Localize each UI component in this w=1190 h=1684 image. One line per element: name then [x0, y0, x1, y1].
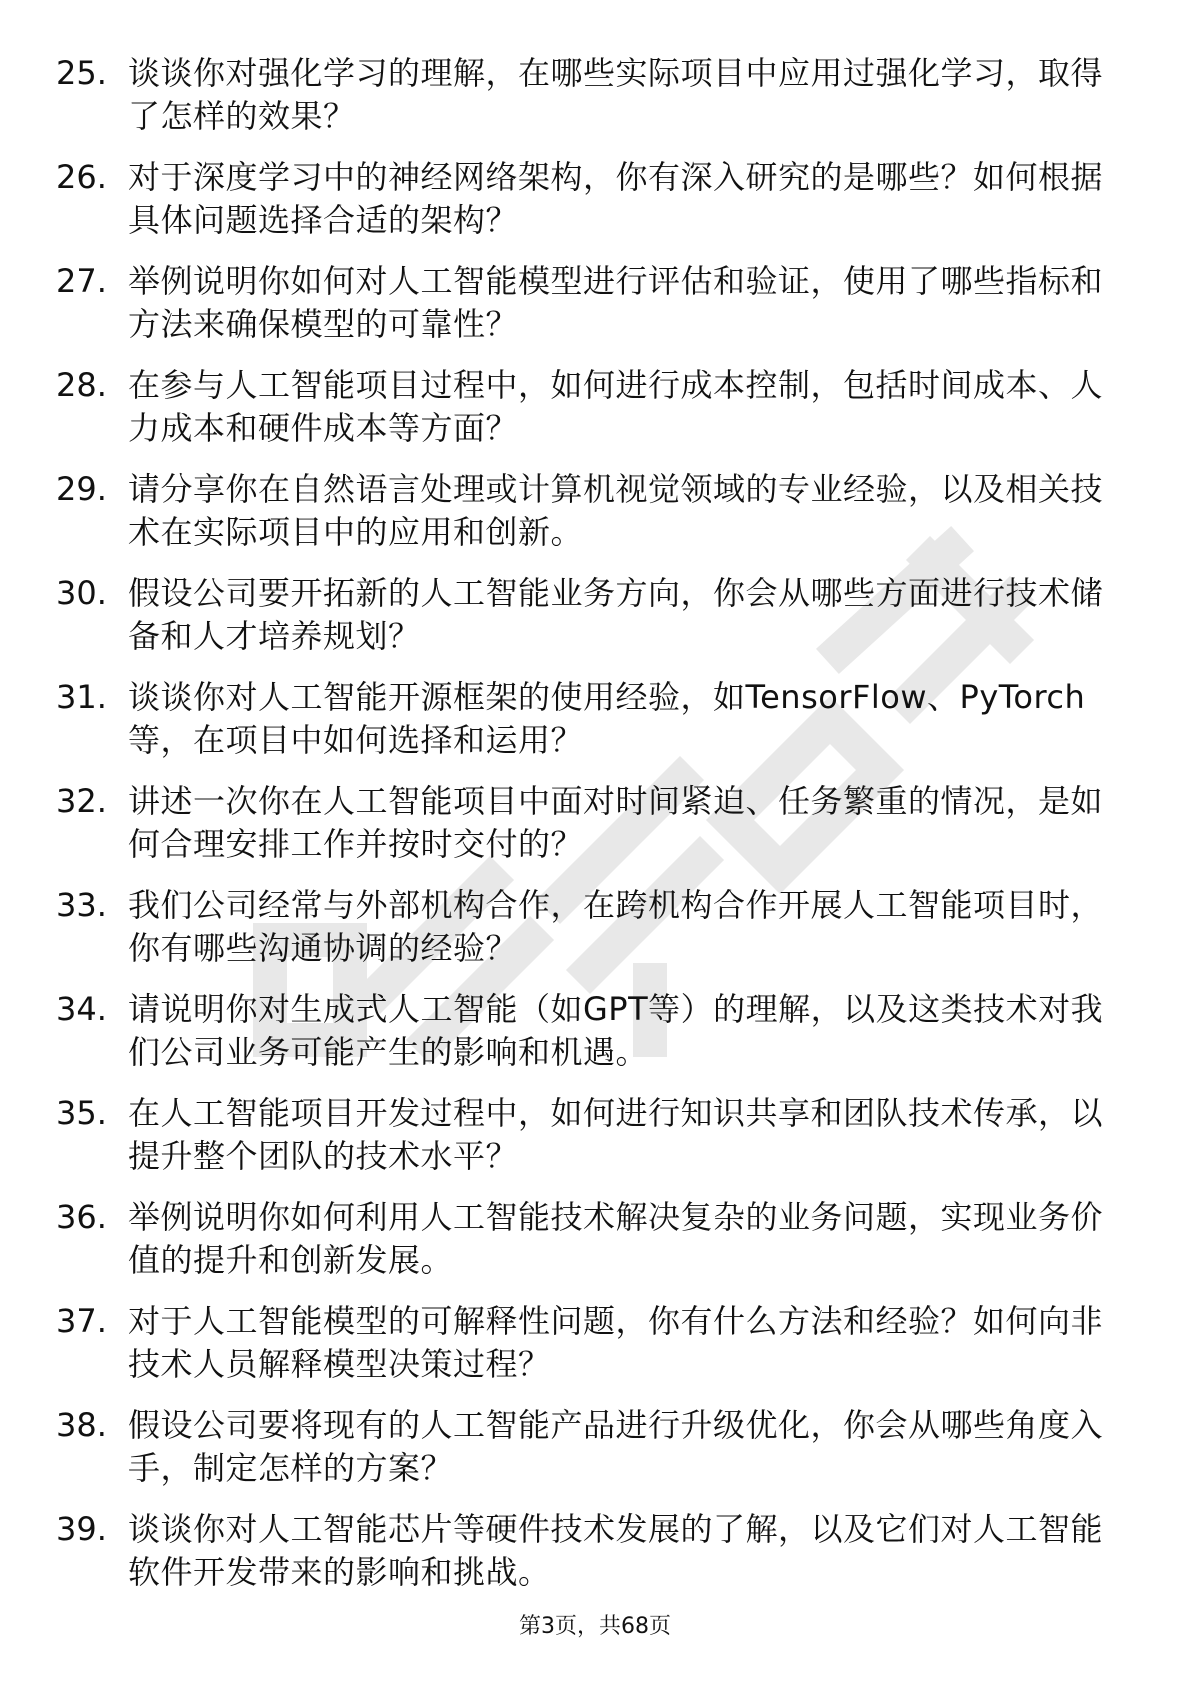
question-number: 37. — [56, 1302, 107, 1340]
question-number: 39. — [56, 1510, 107, 1548]
question-text: 讲述一次你在人工智能项目中面对时间紧迫、任务繁重的情况，是如何合理安排工作并按时交付的？ — [128, 782, 1104, 863]
question-item — [56, 156, 1116, 260]
question-text: 举例说明你如何利用人工智能技术解决复杂的业务问题，实现业务价值的提升和创新发展。 — [128, 1198, 1104, 1279]
question-number: 26. — [56, 158, 107, 196]
question-text: 谈谈你对强化学习的理解，在哪些实际项目中应用过强化学习，取得了怎样的效果？ — [128, 54, 1104, 135]
question-text: 假设公司要将现有的人工智能产品进行升级优化，你会从哪些角度入手，制定怎样的方案？ — [128, 1406, 1104, 1487]
question-text: 在参与人工智能项目过程中，如何进行成本控制，包括时间成本、人力成本和硬件成本等方面？ — [128, 366, 1104, 447]
question-item — [56, 780, 1116, 884]
question-item — [56, 572, 1116, 676]
question-number: 36. — [56, 1198, 107, 1236]
question-text: 在人工智能项目开发过程中，如何进行知识共享和团队技术传承，以提升整个团队的技术水平？ — [128, 1094, 1104, 1175]
question-number: 35. — [56, 1094, 107, 1132]
question-text: 举例说明你如何对人工智能模型进行评估和验证，使用了哪些指标和方法来确保模型的可靠性？ — [128, 262, 1104, 343]
question-item — [56, 988, 1116, 1092]
question-number: 34. — [56, 990, 107, 1028]
question-number: 33. — [56, 886, 107, 924]
question-item — [56, 1508, 1116, 1612]
question-number: 29. — [56, 470, 107, 508]
question-text: 请分享你在自然语言处理或计算机视觉领域的专业经验，以及相关技术在实际项目中的应用和创新。 — [128, 470, 1104, 551]
question-text: 我们公司经常与外部机构合作，在跨机构合作开展人工智能项目时，你有哪些沟通协调的经验？ — [128, 886, 1104, 967]
question-text: 假设公司要开拓新的人工智能业务方向，你会从哪些方面进行技术储备和人才培养规划？ — [128, 574, 1104, 655]
question-item — [56, 260, 1116, 364]
question-number: 30. — [56, 574, 107, 612]
question-number: 27. — [56, 262, 107, 300]
question-text: 谈谈你对人工智能芯片等硬件技术发展的了解，以及它们对人工智能软件开发带来的影响和挑战。 — [128, 1510, 1104, 1591]
question-item — [56, 52, 1116, 156]
question-item — [56, 468, 1116, 572]
question-number: 32. — [56, 782, 107, 820]
question-text: 对于人工智能模型的可解释性问题，你有什么方法和经验？如何向非技术人员解释模型决策过程？ — [128, 1302, 1104, 1383]
question-number: 25. — [56, 54, 107, 92]
question-item — [56, 1404, 1116, 1508]
question-number: 38. — [56, 1406, 107, 1444]
question-item — [56, 1092, 1116, 1196]
question-item — [56, 364, 1116, 468]
question-number: 31. — [56, 678, 107, 716]
page-number-footer: 第3页，共68页 — [519, 1614, 671, 1639]
question-item — [56, 676, 1116, 780]
question-text: 请说明你对生成式人工智能（如GPT等）的理解，以及这类技术对我们公司业务可能产生的影响和机遇。 — [128, 990, 1104, 1071]
question-number: 28. — [56, 366, 107, 404]
question-list — [56, 52, 1116, 1612]
question-item — [56, 884, 1116, 988]
question-text: 谈谈你对人工智能开源框架的使用经验，如TensorFlow、PyTorch等，在项目中如何选择和运用？ — [128, 678, 1086, 759]
question-item — [56, 1300, 1116, 1404]
question-text: 对于深度学习中的神经网络架构，你有深入研究的是哪些？如何根据具体问题选择合适的架构？ — [128, 158, 1104, 239]
question-item — [56, 1196, 1116, 1300]
